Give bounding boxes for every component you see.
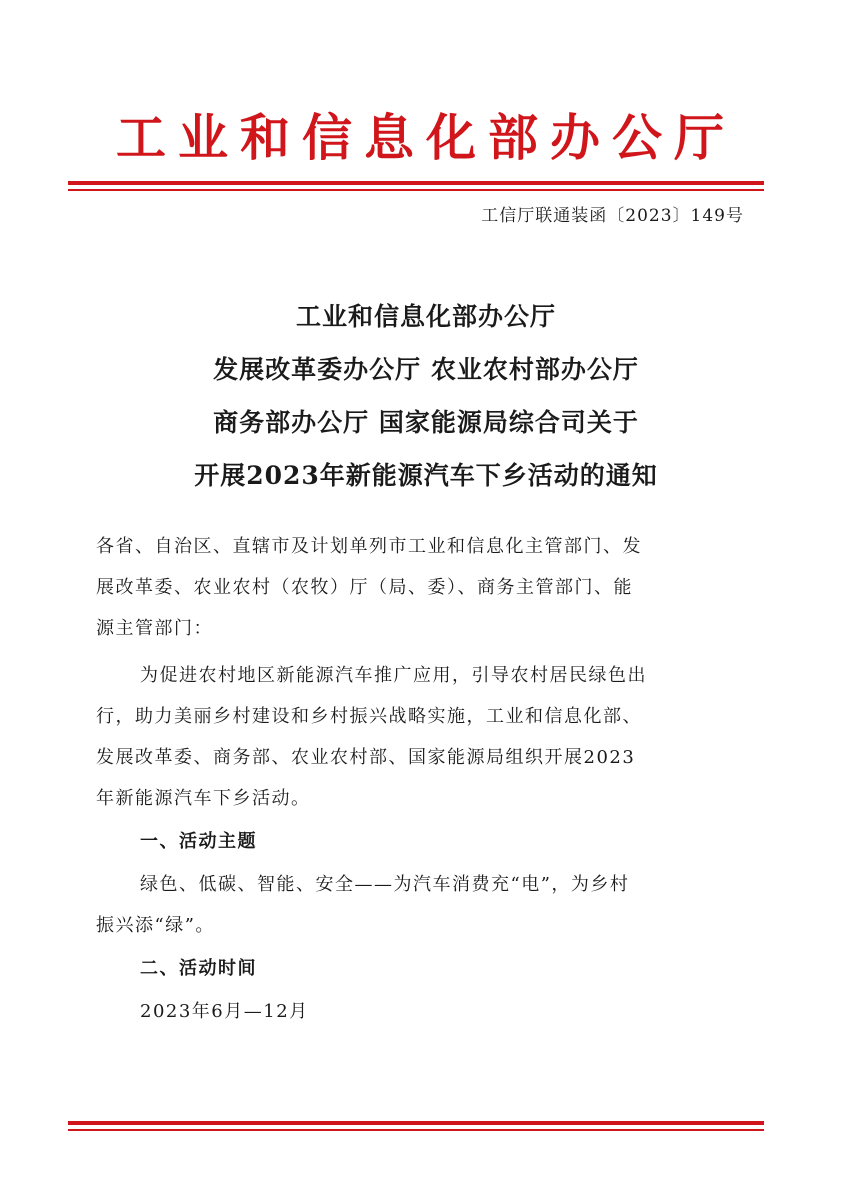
title-line: 开展2023年新能源汽车下乡活动的通知 (194, 461, 658, 490)
addressee-line: 各省、自治区、直辖市及计划单列市工业和信息化主管部门、发 (96, 536, 642, 557)
section-theme-line: 振兴添“绿”。 (96, 915, 215, 936)
letterhead-rule-top-thin (68, 189, 764, 191)
footer-rule-thin (68, 1129, 764, 1131)
section-heading-time: 二、活动时间 (140, 958, 257, 979)
letterhead-organization: 工业和信息化部办公厅 (116, 108, 736, 167)
addressee-line: 源主管部门： (96, 618, 213, 639)
intro-paragraph-line: 为促进农村地区新能源汽车推广应用，引导农村居民绿色出 (140, 665, 647, 686)
title-line: 商务部办公厅 国家能源局综合司关于 (213, 408, 639, 437)
intro-paragraph-line: 发展改革委、商务部、农业农村部、国家能源局组织开展2023 (96, 747, 636, 768)
section-time-line: 2023年6月—12月 (140, 1001, 309, 1022)
letterhead-rule-top-thick (68, 181, 764, 185)
intro-paragraph-line: 年新能源汽车下乡活动。 (96, 788, 311, 809)
title-line: 工业和信息化部办公厅 (295, 302, 556, 331)
section-theme-line: 绿色、低碳、智能、安全——为汽车消费充“电”，为乡村 (140, 874, 630, 895)
section-heading-theme: 一、活动主题 (140, 831, 257, 852)
document-number: 工信厅联通装函〔2023〕149号 (481, 206, 744, 226)
title-line: 发展改革委办公厅 农业农村部办公厅 (213, 355, 639, 384)
intro-paragraph-line: 行，助力美丽乡村建设和乡村振兴战略实施，工业和信息化部、 (96, 706, 642, 727)
addressee-line: 展改革委、农业农村（农牧）厅（局、委）、商务主管部门、能 (96, 577, 633, 598)
document-body (96, 526, 756, 1032)
document-title (0, 290, 852, 502)
footer-rule-thick (68, 1121, 764, 1125)
